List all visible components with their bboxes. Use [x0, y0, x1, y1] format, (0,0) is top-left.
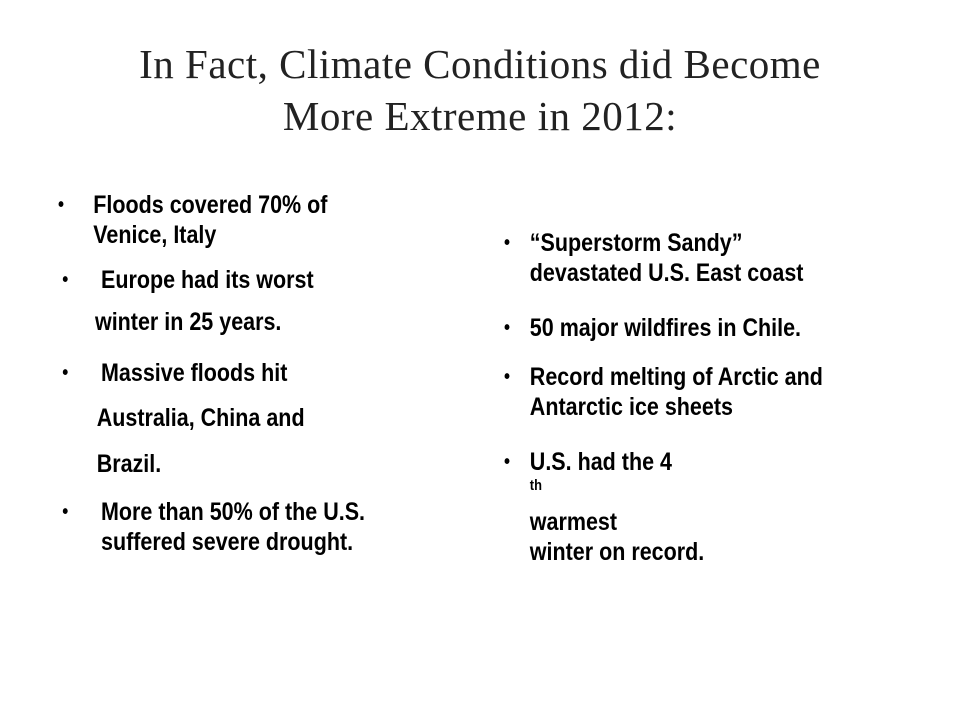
list-item-line: devastated U.S. East coast: [529, 259, 804, 287]
list-item-line: [530, 447, 704, 537]
list-item-line: Antarctic ice sheets: [529, 393, 733, 421]
list-item-text: [101, 265, 314, 295]
list-item-text: [97, 403, 305, 433]
bullet-icon: •: [504, 451, 511, 473]
list-item-line: suffered severe drought.: [101, 528, 354, 556]
slide-title-line-2: More Extreme in 2012:: [282, 93, 678, 139]
bullet-icon: •: [504, 232, 511, 254]
list-item-text: [530, 313, 801, 343]
list-item-text: [97, 449, 162, 479]
list-item-line: Floods covered 70% of: [93, 191, 328, 219]
right-bullet-list: [504, 228, 865, 566]
slide-title: [40, 38, 920, 142]
list-item-text: [93, 190, 327, 250]
list-item-line: winter in 25 years.: [94, 308, 282, 336]
list-item-line: Europe had its worst: [101, 266, 314, 294]
list-item-line: More than 50% of the U.S.: [101, 498, 366, 526]
list-item-line: Record melting of Arctic and: [529, 363, 823, 391]
slide-title-line-1: In Fact, Climate Conditions did Become: [139, 41, 821, 87]
list-item-text: [95, 307, 281, 337]
list-item-line: winter on record.: [529, 538, 705, 566]
left-bullet-list: [58, 185, 402, 575]
list-item-text: [530, 447, 704, 567]
list-item-text-part: warmest: [529, 508, 618, 536]
bullet-icon: •: [504, 317, 511, 339]
list-item-line: Brazil.: [96, 450, 162, 478]
bullet-icon: •: [58, 194, 65, 216]
list-item-text: [101, 358, 287, 388]
superscript: th: [529, 477, 542, 494]
list-item-line: Venice, Italy: [93, 221, 217, 249]
bullet-icon: •: [62, 501, 69, 523]
bullet-icon: •: [504, 366, 511, 388]
list-item-text: [101, 497, 365, 557]
list-item-line: “Superstorm Sandy”: [529, 229, 743, 257]
bullet-icon: •: [62, 362, 69, 384]
bullet-icon: •: [62, 269, 69, 291]
list-item-line: Massive floods hit: [101, 359, 288, 387]
list-item-line: Australia, China and: [96, 404, 305, 432]
list-item-text-part: U.S. had the 4: [529, 448, 672, 476]
list-item-line: 50 major wildfires in Chile.: [529, 314, 802, 342]
list-item-text: [530, 228, 804, 288]
list-item-text: [530, 362, 823, 422]
